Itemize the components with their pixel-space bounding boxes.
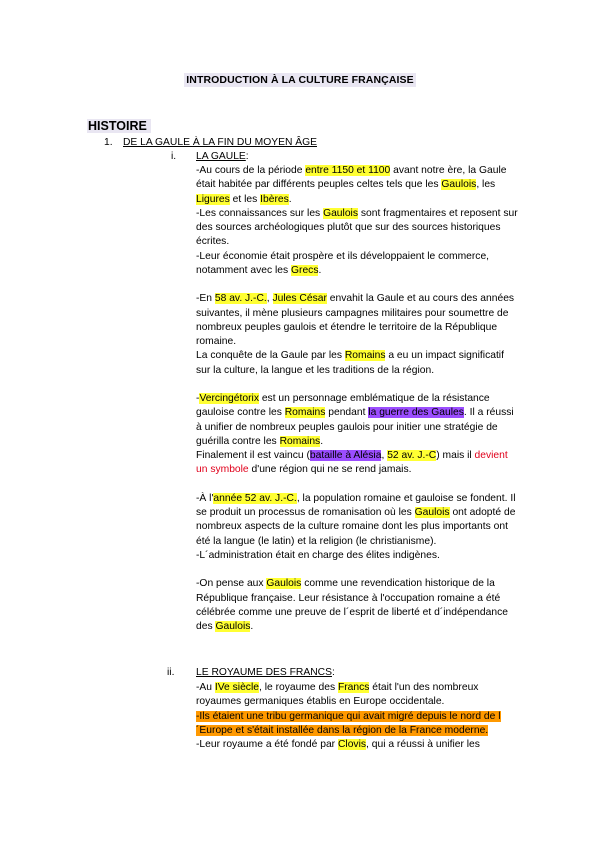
- paragraph-12: -Ils étaient une tribu germanique qui avait migré depuis le nord de l´Europe et s'était installée dans la région de la France moderne.: [196, 710, 501, 736]
- paragraph-9: -L´administration était en charge des élites indigènes.: [196, 549, 440, 561]
- paragraph-10: -On pense aux Gaulois comme une revendication historique de la République française. Leur résistance à l'occupation romaine a été célébrée comme une preuve de l´esprit de liberté et d´indépendance des Gaulois.: [196, 578, 508, 632]
- gaule-body: [196, 164, 521, 634]
- paragraph-4: -En 58 av. J.-C., Jules César envahit la Gaule et au cours des années suivantes, il mène plusieurs campagnes militaires pour soumettre de nombreux peuples gaulois et étendre le territoire de la République romaine.: [196, 293, 515, 347]
- chapter-number: 1.: [104, 137, 113, 148]
- paragraph-5: La conquête de la Gaule par les Romains a eu un impact significatif sur la culture, la langue et les traditions de la région.: [196, 350, 504, 376]
- subheading-1-title: LA GAULE: [196, 151, 246, 162]
- subheading-2: LE ROYAUME DES FRANCS:: [196, 667, 335, 678]
- paragraph-1: -Au cours de la période entre 1150 et 1100 avant notre ère, la Gaule était habitée par différents peuples celtes tels que les Gaulois, les Ligures et les Ibères.: [196, 165, 507, 205]
- document-title: INTRODUCTION À LA CULTURE FRANÇAISE: [186, 74, 414, 86]
- subheading-2-title: LE ROYAUME DES FRANCS: [196, 667, 332, 678]
- paragraph-13: -Leur royaume a été fondé par Clovis, qui a réussi à unifier les: [196, 739, 480, 750]
- paragraph-3: -Leur économie était prospère et ils développaient le commerce, notamment avec les Grecs.: [196, 250, 490, 276]
- chapter-heading: [104, 137, 317, 148]
- subheading-1-number: i.: [171, 151, 177, 162]
- francs-body: [196, 681, 521, 752]
- paragraph-7: Finalement il est vaincu (bataille à Alésia, 52 av. J.-C) mais il devient un symbole d'une région qui ne se rend jamais.: [196, 450, 508, 476]
- paragraph-11: -Au IVe siècle, le royaume des Francs était l'un des nombreux royaumes germaniques établis en Europe occidentale.: [196, 682, 479, 708]
- paragraph-6: -Vercingétorix est un personnage emblématique de la résistance gauloise contre les Romains pendant la guerre des Gaules. Il a réussi à unifier de nombreux peuples gaulois pour initier une stratégie de guérilla contre les Romains.: [196, 393, 514, 447]
- paragraph-8: -À l'année 52 av. J.-C., la population romaine et gauloise se fondent. Il se produit un processus de romanisation où les Gaulois ont adopté de nombreux aspects de la culture romaine dont les plus importants ont été la langue (le latin) et la religion (le christianisme).: [196, 492, 516, 547]
- section-heading-histoire: HISTOIRE: [87, 119, 151, 133]
- chapter-title: DE LA GAULE À LA FIN DU MOYEN ÂGE: [123, 137, 317, 148]
- subheading-2-number: ii.: [167, 667, 175, 678]
- subheading-1: LA GAULE:: [196, 151, 249, 162]
- paragraph-2: -Les connaissances sur les Gaulois sont fragmentaires et reposent sur des sources archéologiques plutôt que sur des sources historiques écrites.: [196, 207, 518, 248]
